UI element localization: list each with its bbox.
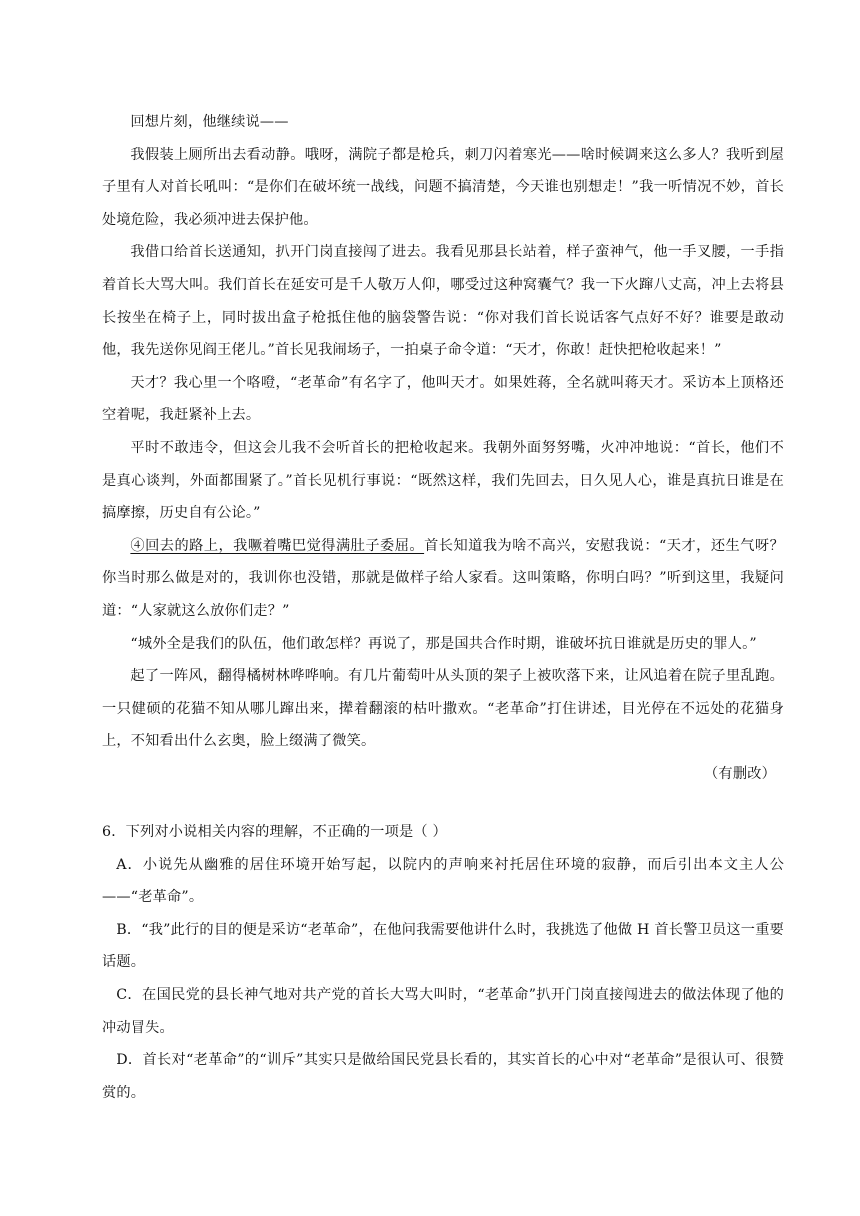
story-excerpt: [102, 106, 784, 790]
underlined-sentence: ④回去的路上，我噘着嘴巴觉得满肚子委屈。: [130, 537, 425, 554]
story-paragraph: 天才？我心里一个咯噔，“老革命”有名字了，他叫天才。如果姓蒋，全名就叫蒋天才。采访本上顶格还空着呢，我赶紧补上去。: [102, 374, 784, 424]
story-paragraph: 回想片刻，他继续说——: [130, 114, 289, 130]
option-c: C．在国民党的县长神气地对共产党的首长大骂大叫时，“老革命”扒开门岗直接闯进去的做法体现了他的冲动冒失。: [102, 986, 784, 1036]
option-a: A．小说先从幽雅的居住环境开始写起，以院内的声响来衬托居住环境的寂静，而后引出本文主人公——“老革命”。: [102, 856, 784, 906]
story-paragraph-4-rest: 首长知道我为啥不高兴，安慰我说：“天才，还生气呀？你当时那么做是对的，我训你也没错，那就是做样子给人家看。这叫策略，你明白吗？”听到这里，我疑问道：“人家就这么放你们走？”: [102, 537, 784, 619]
story-paragraph: 平时不敢违令，但这会儿我不会听首长的把枪收起来。我朝外面努努嘴，火冲冲地说：“首长，他们不是真心谈判，外面都围紧了。”首长见机行事说：“既然这样，我们先回去，日久见人心，谁是真抗日谁是在搞摩擦，历史自有公论。”: [102, 439, 784, 522]
question-6: [102, 816, 784, 1109]
option-d: D．首长对“老革命”的“训斥”其实只是做给国民党县长看的，其实首长的心中对“老革命”是很认可、很赞赏的。: [102, 1052, 784, 1101]
option-b: B．“我”此行的目的便是采访“老革命”，在他问我需要他讲什么时，我挑选了他做 H 首长警卫员这一重要话题。: [102, 921, 784, 971]
question-stem: 6．下列对小说相关内容的理解，不正确的一项是（ ）: [102, 824, 447, 840]
story-paragraph: 我假装上厕所出去看动静。哦呀，满院子都是枪兵，刺刀闪着寒光——啥时候调来这么多人？我听到屋子里有人对首长吼叫：“是你们在破坏统一战线，问题不搞清楚，今天谁也别想走！”我一听情况不妙，首长处境危险，我必须冲进去保护他。: [102, 146, 784, 228]
story-paragraph: 起了一阵风，翻得橘树林哗哗响。有几片葡萄叶从头顶的架子上被吹落下来，让风追着在院子里乱跑。一只健硕的花猫不知从哪儿蹿出来，撵着翻滚的枯叶撒欢。“老革命”打住讲述，目光停在不远处的花猫身上，不知看出什么玄奥，脸上缀满了微笑。: [102, 668, 784, 750]
story-paragraph: 我借口给首长送通知，扒开门岗直接闯了进去。我看见那县长站着，样子蛮神气，他一手叉腰，一手指着首长大骂大叫。我们首长在延安可是千人敬万人仰，哪受过这种窝囊气？我一下火蹿八丈高，冲上去将县长按坐在椅子上，同时拔出盒子枪抵住他的脑袋警告说：“你对我们首长说话客气点好不好？谁要是敢动他，我先送你见阎王佬儿。”首长见我闹场子，一拍桌子命令道：“天才，你敢！赶快把枪收起来！”: [102, 244, 784, 359]
story-paragraph-4: [102, 530, 784, 628]
story-paragraph: “城外全是我们的队伍，他们敢怎样？再说了，那是国共合作时期，谁破坏抗日谁就是历史的罪人。”: [130, 635, 757, 652]
source-note: （有删改）: [704, 765, 776, 782]
